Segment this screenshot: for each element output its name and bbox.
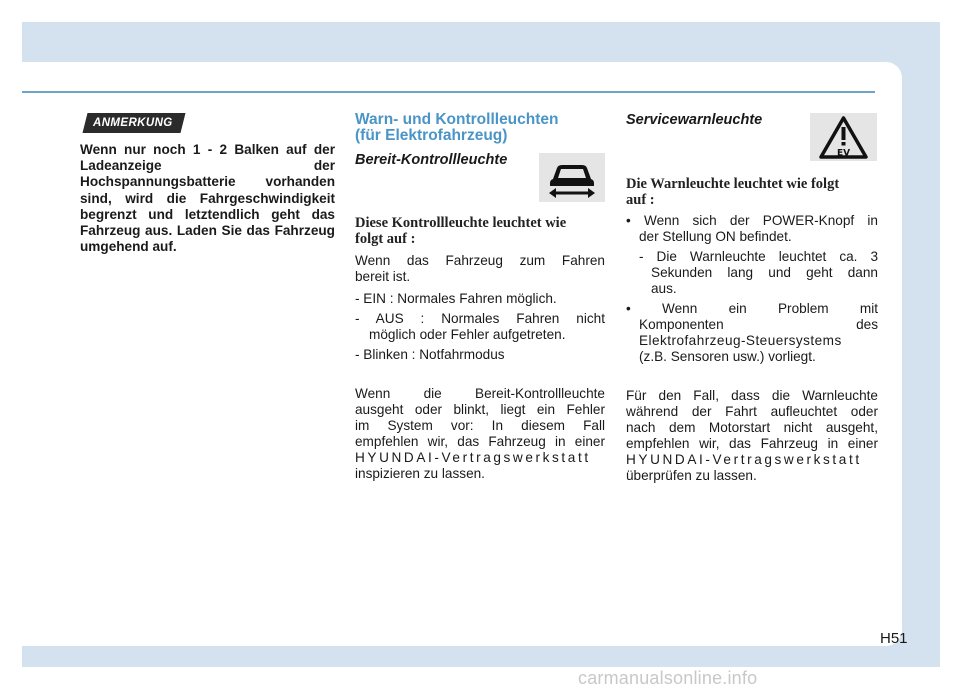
ready-item-off: - AUS : Normales Fahren nicht möglich oder Fehler aufgetreten. (355, 311, 605, 342)
ready-intro: Wenn das Fahrzeug zum Fahren bereit ist. (355, 253, 605, 284)
service-bullet-problem: • Wenn ein Problem mit Komponenten des Elektrofahrzeug-Steuersystems (z.B. Sensoren usw.) vorliegt. (626, 301, 878, 364)
service-subitem: - Die Warnleuchte leuchtet ca. 3 Sekunden lang und geht dann aus. (639, 249, 878, 296)
ready-paragraph: Wenn die Bereit-Kontrollleuchte ausgeht oder blinkt, liegt ein Fehler im System vor: In diesem Fall empfehlen wir, das Fahrzeug in einer HYUNDAI-Vertragswerkstatt inspizieren zu lassen. (355, 386, 605, 481)
service-bullet-power: • Wenn sich der POWER-Knopf in der Stellung ON befindet. (626, 213, 878, 244)
section-title: Warn- und Kontrollleuchten (für Elektrofahrzeug) (355, 111, 559, 144)
ev-warning-icon (810, 113, 877, 161)
ready-title: Bereit-Kontrollleuchte (355, 152, 508, 168)
header-rule (22, 91, 875, 93)
ready-condition: Diese Kontrollleuchte leuchtet wie folgt auf : (355, 215, 567, 247)
note-text: Wenn nur noch 1 - 2 Balken auf der Ladeanzeige der Hochspannungsbatterie vorhanden sind, wird die Fahrgeschwindigkeit begrenzt und letztendlich geht das Fahrzeug aus. Laden Sie das Fahrzeug umgehend auf. (80, 142, 335, 255)
page-number: H51 (880, 630, 908, 647)
note-badge: ANMERKUNG (83, 113, 186, 133)
ready-icon-box (539, 153, 605, 202)
ready-item-on: - EIN : Normales Fahren möglich. (355, 291, 557, 306)
service-condition: Die Warnleuchte leuchtet wie folgt auf : (626, 176, 840, 208)
car-arrows-icon (539, 153, 605, 202)
ready-item-blink: - Blinken : Notfahrmodus (355, 347, 505, 362)
service-title: Servicewarnleuchte (626, 112, 763, 128)
service-icon-box (810, 113, 877, 161)
service-paragraph: Für den Fall, dass die Warnleuchte während der Fahrt aufleuchtet oder nach dem Motorstart nicht ausgeht, empfehlen wir, das Fahrzeug in einer HYUNDAI-Vertragswerkstatt überprüfen zu lassen. (626, 388, 878, 483)
watermark: carmanualsonline.info (578, 668, 758, 688)
ev-warning-label: EV (836, 148, 851, 159)
